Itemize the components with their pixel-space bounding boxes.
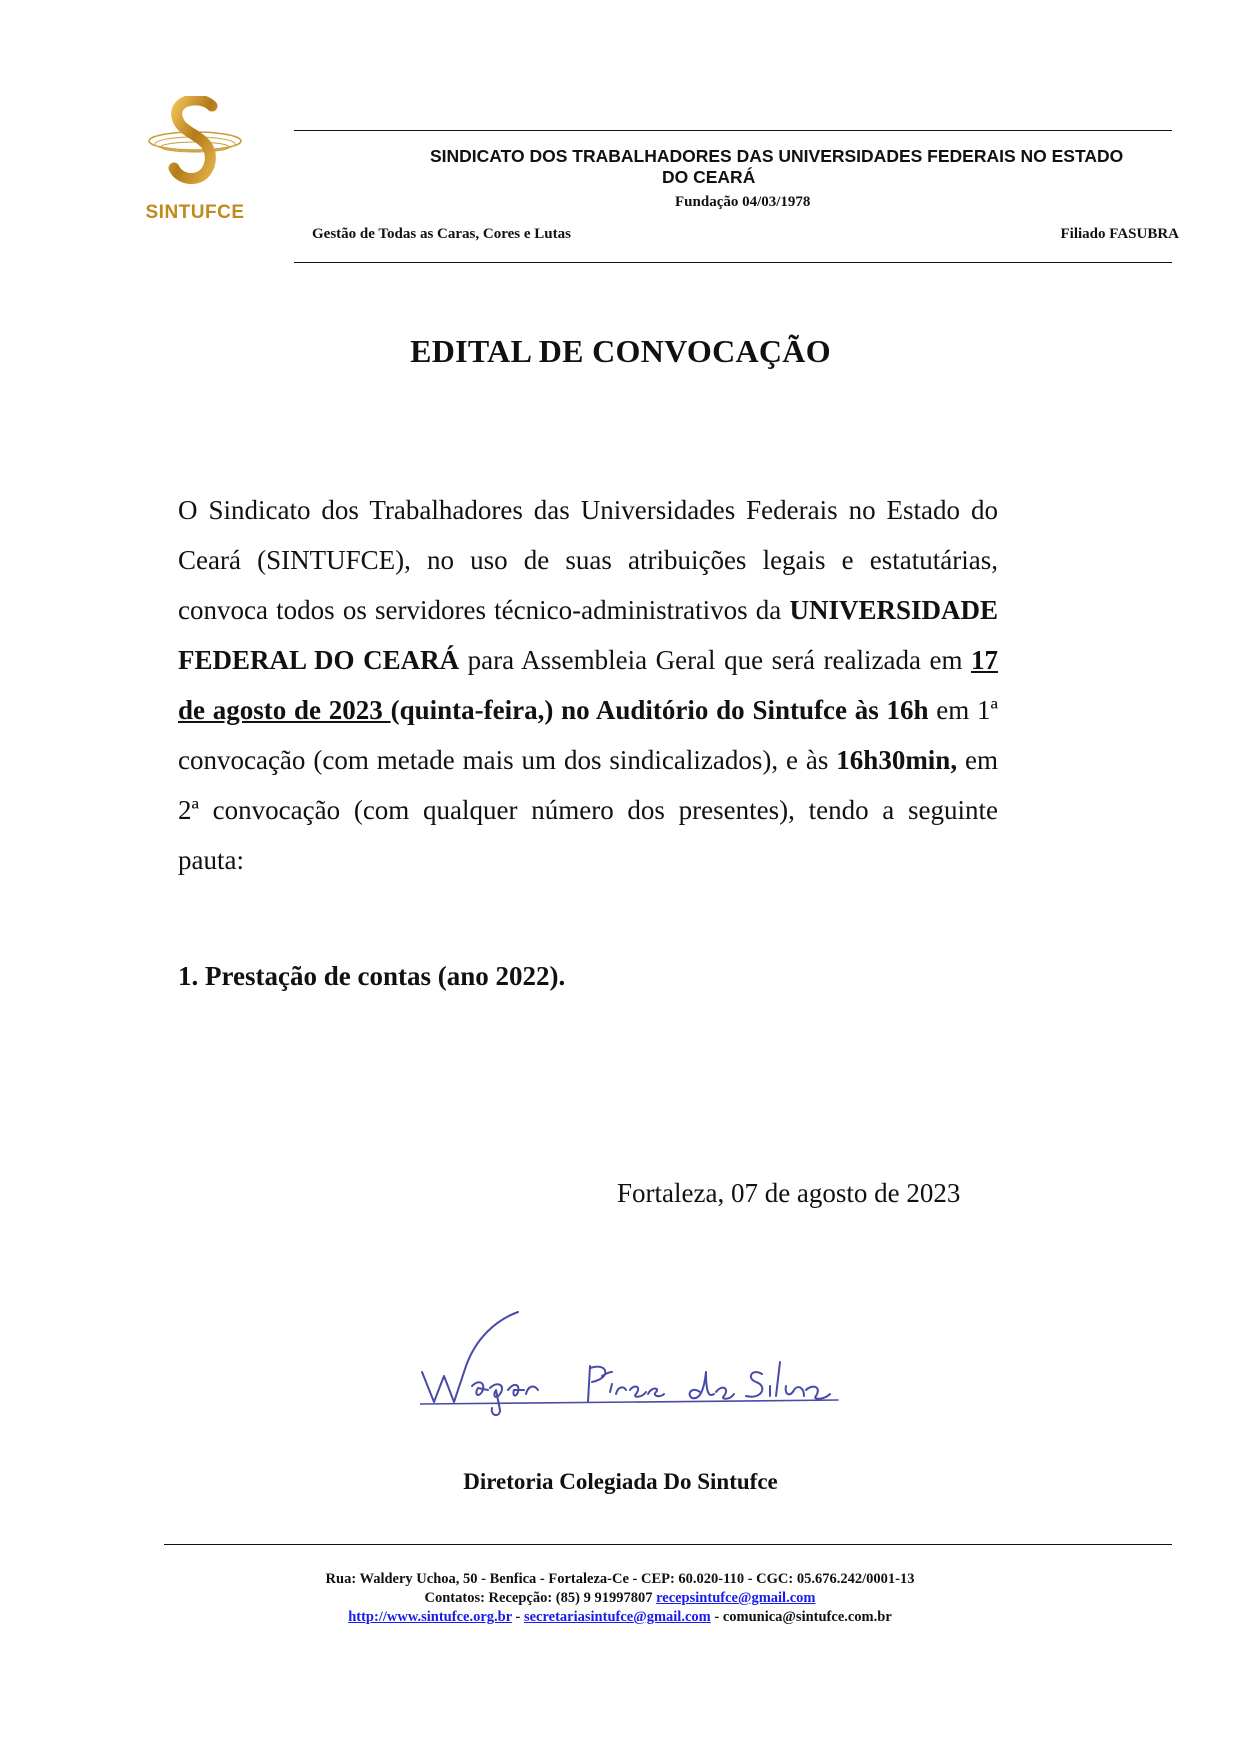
- university-name: UNIVERSIDADE FEDERAL DO CEARÁ: [178, 595, 998, 675]
- first-call-text: em 1ª convocação (com metade mais um dos sindicalizados), e às: [178, 695, 999, 775]
- footer-separator: -: [710, 1609, 723, 1625]
- website-link[interactable]: http://www.sintufce.org.br: [348, 1609, 512, 1625]
- affiliation: Filiado FASUBRA: [1060, 226, 1179, 242]
- header-top-rule: [294, 130, 1172, 131]
- organization-name-line2: DO CEARÁ: [662, 167, 756, 187]
- second-call-text: em 2ª convocação (com qualquer número dos presentes), tendo a seguinte pauta:: [178, 745, 998, 875]
- handwritten-signature: [420, 1310, 840, 1420]
- assembly-text: para Assembleia Geral que será realizada em: [459, 645, 971, 675]
- agenda-item: 1. Prestação de contas (ano 2022).: [178, 961, 566, 991]
- footer-address: Rua: Waldery Uchoa, 50 - Benfica - Fortaleza-Ce - CEP: 60.020-110 - CGC: 05.676.242/0001-13: [325, 1571, 915, 1587]
- organization-name-line1: SINDICATO DOS TRABALHADORES DAS UNIVERSIDADES FEDERAIS NO ESTADO: [430, 146, 1124, 166]
- footer: [160, 1570, 1080, 1627]
- organization-name: [430, 146, 1150, 188]
- second-call-time: 16h30min,: [836, 745, 958, 775]
- document-title: EDITAL DE CONVOCAÇÃO: [410, 333, 831, 369]
- footer-contacts: [160, 1589, 1080, 1608]
- secretary-email-link[interactable]: secretariasintufce@gmail.com: [523, 1609, 711, 1625]
- motto: Gestão de Todas as Caras, Cores e Lutas: [312, 226, 571, 242]
- logo-wordmark: SINTUFCE: [145, 202, 245, 223]
- assembly-date: 17 de agosto de 2023: [178, 645, 998, 725]
- intro-text: O Sindicato dos Trabalhadores das Universidades Federais no Estado do Ceará (SINTUFCE), no uso de suas atribuições legais e estatutárias, convoca todos os servidores técnico-administrativos da: [178, 495, 998, 625]
- place-and-date: Fortaleza, 07 de agosto de 2023: [617, 1178, 961, 1208]
- communication-email: comunica@sintufce.com.br: [722, 1609, 892, 1625]
- assembly-place-time: (quinta-feira,) no Auditório do Sintufce às 16h: [390, 695, 929, 725]
- header-bottom-rule: [294, 262, 1172, 263]
- footer-separator: -: [511, 1609, 524, 1625]
- foundation-date: Fundação 04/03/1978: [675, 194, 811, 210]
- reception-email-link[interactable]: recepsintufce@gmail.com: [656, 1590, 816, 1606]
- signatory-name: Diretoria Colegiada Do Sintufce: [463, 1469, 778, 1494]
- footer-rule: [164, 1544, 1172, 1545]
- footer-phone: Contatos: Recepção: (85) 9 91997807: [424, 1590, 657, 1606]
- convocation-text: [178, 485, 998, 885]
- footer-links: [160, 1608, 1080, 1627]
